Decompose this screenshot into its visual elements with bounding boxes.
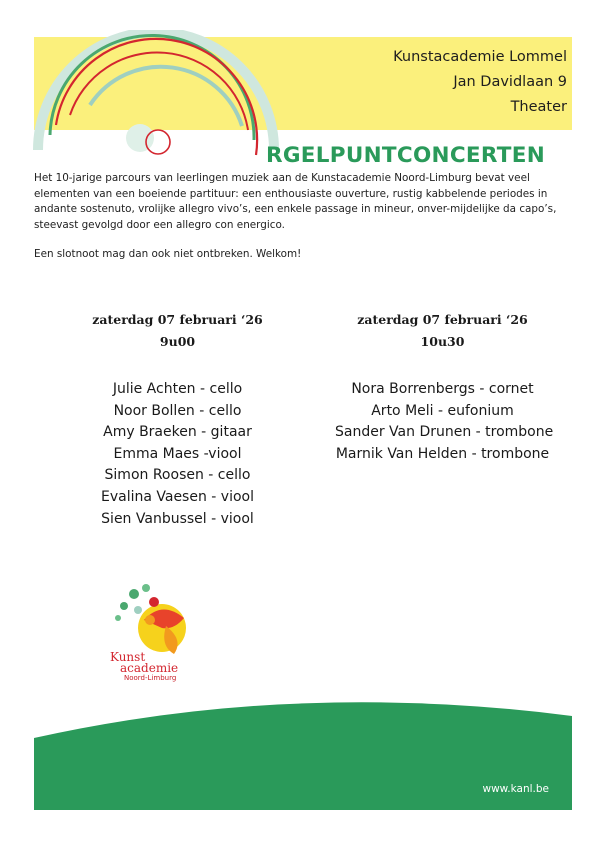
performer: Arto Meli - eufonium (371, 402, 514, 419)
concert-time: 10u30 (420, 334, 465, 349)
venue-room: Theater (510, 99, 567, 115)
performer: Amy Braeken - gitaar (103, 424, 252, 441)
performer: Noor Bollen - cello (113, 402, 242, 419)
website-link[interactable]: www.kanl.be (482, 783, 549, 795)
performer: Marnik Van Helden - trombone (335, 445, 550, 462)
poster-title: RGELPUNTCONCERTEN (266, 143, 546, 168)
logo-wordmark (110, 652, 178, 683)
performer: Sien Vanbussel - viool (101, 510, 254, 527)
performer: Simon Roosen - cello (104, 467, 251, 484)
performer-list (70, 379, 285, 530)
intro-paragraph: Het 10-jarige parcours van leerlingen muziek aan de Kunstacademie Noord-Limburg bevat veel elementen van een boeiende partituur: een enthousiaste ouverture, rustig kabbelende periodes in andante sostenuto, vrolijke allegro vivo’s, een enkele passage in mineur, onver-mijdelijke da capo’s, steevast gevolgd door een allegro con energico. (34, 172, 557, 231)
concert-session-1 (70, 309, 285, 530)
logo-line-academie: academie (120, 661, 179, 675)
concert-time: 9u00 (159, 334, 196, 349)
performer-list (335, 379, 554, 465)
concert-date: zaterdag 07 februari ‘26 (92, 312, 263, 327)
concert-date: zaterdag 07 februari ‘26 (357, 312, 528, 327)
venue-address (393, 45, 567, 120)
performer: Nora Borrenbergs - cornet (351, 381, 534, 397)
concert-session-2 (335, 309, 554, 465)
performer: Emma Maes -viool (113, 445, 242, 462)
venue-name: Kunstacademie Lommel (393, 49, 567, 65)
performer: Evalina Vaesen - viool (100, 488, 254, 505)
performer: Julie Achten - cello (112, 381, 243, 397)
performer: Sander Van Drunen - trombone (335, 424, 554, 441)
logo-line-kunst: Kunst (110, 650, 146, 664)
intro-closing: Een slotnoot mag dan ook niet ontbreken. Welkom! (34, 248, 302, 260)
intro-text (34, 171, 570, 263)
logo-line-region: Noord-Limburg (124, 674, 177, 682)
rainbow-arcs-graphic (30, 30, 280, 170)
venue-street: Jan Davidlaan 9 (453, 74, 567, 90)
